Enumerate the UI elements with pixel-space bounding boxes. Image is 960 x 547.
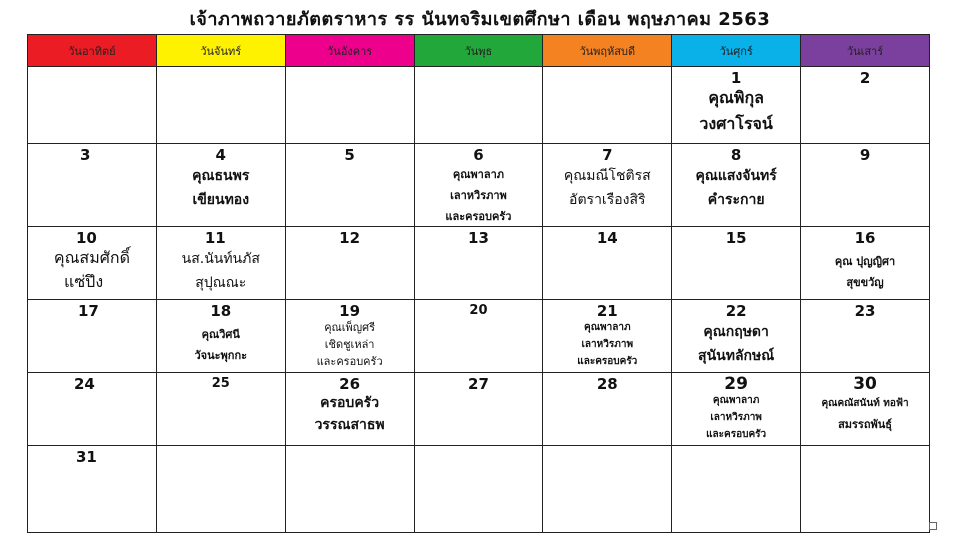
day-cell: [285, 144, 414, 227]
day-cell-empty: [285, 67, 414, 144]
day-cell-empty: [543, 446, 672, 533]
sponsor-name: และครอบครัว: [316, 355, 383, 368]
day-cell: [801, 373, 930, 446]
day-cell: [672, 67, 801, 144]
day-number: 1: [730, 69, 742, 87]
day-cell: [801, 227, 930, 300]
sponsor-name: วงศาโรจน์: [699, 114, 773, 133]
day-cell: [414, 227, 543, 300]
calendar-grid: [27, 34, 930, 533]
day-cell-empty: [156, 446, 285, 533]
sponsor-name: สุขขวัญ: [846, 276, 884, 289]
day-number: 9: [859, 146, 871, 164]
sponsor-name: สุปุณณะ: [195, 275, 247, 291]
day-number: 28: [596, 375, 618, 393]
sponsor-name: อัตราเรืองสิริ: [569, 192, 646, 208]
sponsor-name: นส.นันท์นภัส: [181, 251, 260, 267]
day-cell: [28, 227, 157, 300]
sponsor-name: คุณกฤษดา: [703, 324, 769, 340]
day-cell: [414, 144, 543, 227]
day-cell: [414, 373, 543, 446]
day-number: 19: [339, 302, 361, 320]
weekday-header-monday: วันจันทร์: [156, 35, 285, 67]
sponsor-name: คุณพาลาภ: [712, 395, 760, 406]
day-cell: [28, 300, 157, 373]
sponsor-name: คุณคณัสนันท์ ทอฟ้า: [821, 398, 909, 409]
day-cell: [543, 227, 672, 300]
week-row: [28, 144, 930, 227]
day-number: 18: [210, 302, 232, 320]
sponsor-name: คุณพาลาภ: [452, 168, 505, 181]
day-cell-empty: [28, 67, 157, 144]
day-number: 2: [859, 69, 871, 87]
sponsor-name: คุณเพ็ญศรี: [324, 321, 376, 334]
day-cell: [156, 227, 285, 300]
sponsor-name: ครอบครัว: [320, 395, 380, 411]
resize-handle[interactable]: [929, 522, 937, 530]
sponsor-name: และครอบครัว: [577, 356, 638, 367]
day-number: 29: [724, 374, 748, 394]
day-number: 24: [74, 375, 95, 393]
day-cell-empty: [672, 446, 801, 533]
day-number: 27: [468, 375, 489, 393]
day-number: 5: [344, 146, 355, 164]
sponsor-name: เขียนทอง: [192, 192, 250, 208]
day-number: 11: [204, 229, 226, 247]
day-number: 23: [854, 302, 876, 320]
day-cell: [543, 300, 672, 373]
week-row: [28, 227, 930, 300]
day-number: 31: [76, 448, 97, 466]
day-cell: [801, 300, 930, 373]
page-title: เจ้าภาพถวายภัตตราหาร รร นันทจริมเขตศึกษา เดือน พฤษภาคม 2563: [189, 9, 771, 30]
sponsor-name: สมรรถพันธุ์: [838, 418, 892, 431]
day-number: 26: [339, 375, 361, 393]
day-cell: [672, 144, 801, 227]
sponsor-name: เลาหวิรภาพ: [450, 189, 507, 202]
day-number: 12: [339, 229, 361, 247]
day-cell: [285, 373, 414, 446]
sponsor-name: คุณสมศักดิ์: [53, 248, 130, 267]
day-cell: [285, 227, 414, 300]
sponsor-name: คุณ ปุญญิศา: [834, 255, 896, 268]
day-cell: [414, 300, 543, 373]
day-number: 30: [853, 374, 877, 394]
day-number: 21: [596, 302, 618, 320]
sponsor-name: วรรณสาธพ: [314, 417, 385, 433]
day-number: 8: [730, 146, 742, 164]
day-cell: [672, 373, 801, 446]
day-number: 3: [80, 146, 91, 164]
day-cell-empty: [414, 446, 543, 533]
day-cell: [672, 227, 801, 300]
weekday-header-wednesday: วันพุธ: [414, 35, 543, 67]
sponsor-name: คุณวิศนี: [201, 328, 240, 341]
day-number: 22: [725, 302, 747, 320]
day-number: 13: [468, 229, 489, 247]
day-number: 7: [602, 146, 613, 164]
week-row: [28, 300, 930, 373]
week-row: [28, 373, 930, 446]
sponsor-name: คุณพิกุล: [708, 88, 764, 107]
day-cell-empty: [156, 67, 285, 144]
day-cell-empty: [285, 446, 414, 533]
day-cell-empty: [543, 67, 672, 144]
day-cell: [156, 144, 285, 227]
sponsor-name: แซ่ปึง: [64, 272, 104, 291]
sponsor-name: วัจนะพุกกะ: [194, 349, 248, 362]
day-number: 6: [473, 146, 484, 164]
weekday-header-thursday: วันพฤหัสบดี: [543, 35, 672, 67]
week-row: [28, 446, 930, 533]
day-cell: [28, 446, 157, 533]
weekday-header-friday: วันศุกร์: [672, 35, 801, 67]
day-number: 15: [725, 229, 747, 247]
day-cell: [543, 144, 672, 227]
day-number: 4: [215, 146, 226, 164]
day-number: 17: [78, 302, 99, 320]
sponsor-name: คุณพาลาภ: [584, 322, 631, 333]
weekday-header-tuesday: วันอังคาร: [285, 35, 414, 67]
day-number: 25: [211, 376, 230, 391]
day-cell: [801, 67, 930, 144]
day-cell: [672, 300, 801, 373]
day-number: 20: [469, 303, 488, 318]
weekday-header-row: [28, 35, 930, 67]
day-cell: [156, 373, 285, 446]
weekday-header-sunday: วันอาทิตย์: [28, 35, 157, 67]
day-cell: [543, 373, 672, 446]
day-cell: [801, 144, 930, 227]
day-number: 10: [76, 229, 97, 247]
sponsor-name: เลาหวิรภาพ: [710, 412, 762, 423]
day-cell-empty: [801, 446, 930, 533]
day-cell-empty: [414, 67, 543, 144]
sponsor-name: คุณมณีโชติรส: [563, 168, 651, 184]
sponsor-name: และครอบครัว: [706, 429, 767, 440]
sponsor-name: เชิดชูเหล่า: [324, 338, 375, 351]
sponsor-name: และครอบครัว: [445, 210, 512, 223]
sponsor-name: เลาหวิรภาพ: [581, 339, 634, 350]
day-cell: [285, 300, 414, 373]
day-cell: [156, 300, 285, 373]
sponsor-name: คำระกาย: [707, 192, 765, 208]
weekday-header-saturday: วันเสาร์: [801, 35, 930, 67]
day-cell: [28, 144, 157, 227]
sponsor-name: คุณแสงจันทร์: [695, 168, 777, 184]
day-cell: [28, 373, 157, 446]
day-number: 16: [854, 229, 876, 247]
sponsor-name: สุนันทลักษณ์: [698, 348, 775, 364]
sponsor-name: คุณธนพร: [192, 168, 250, 184]
week-row: [28, 67, 930, 144]
day-number: 14: [596, 229, 618, 247]
